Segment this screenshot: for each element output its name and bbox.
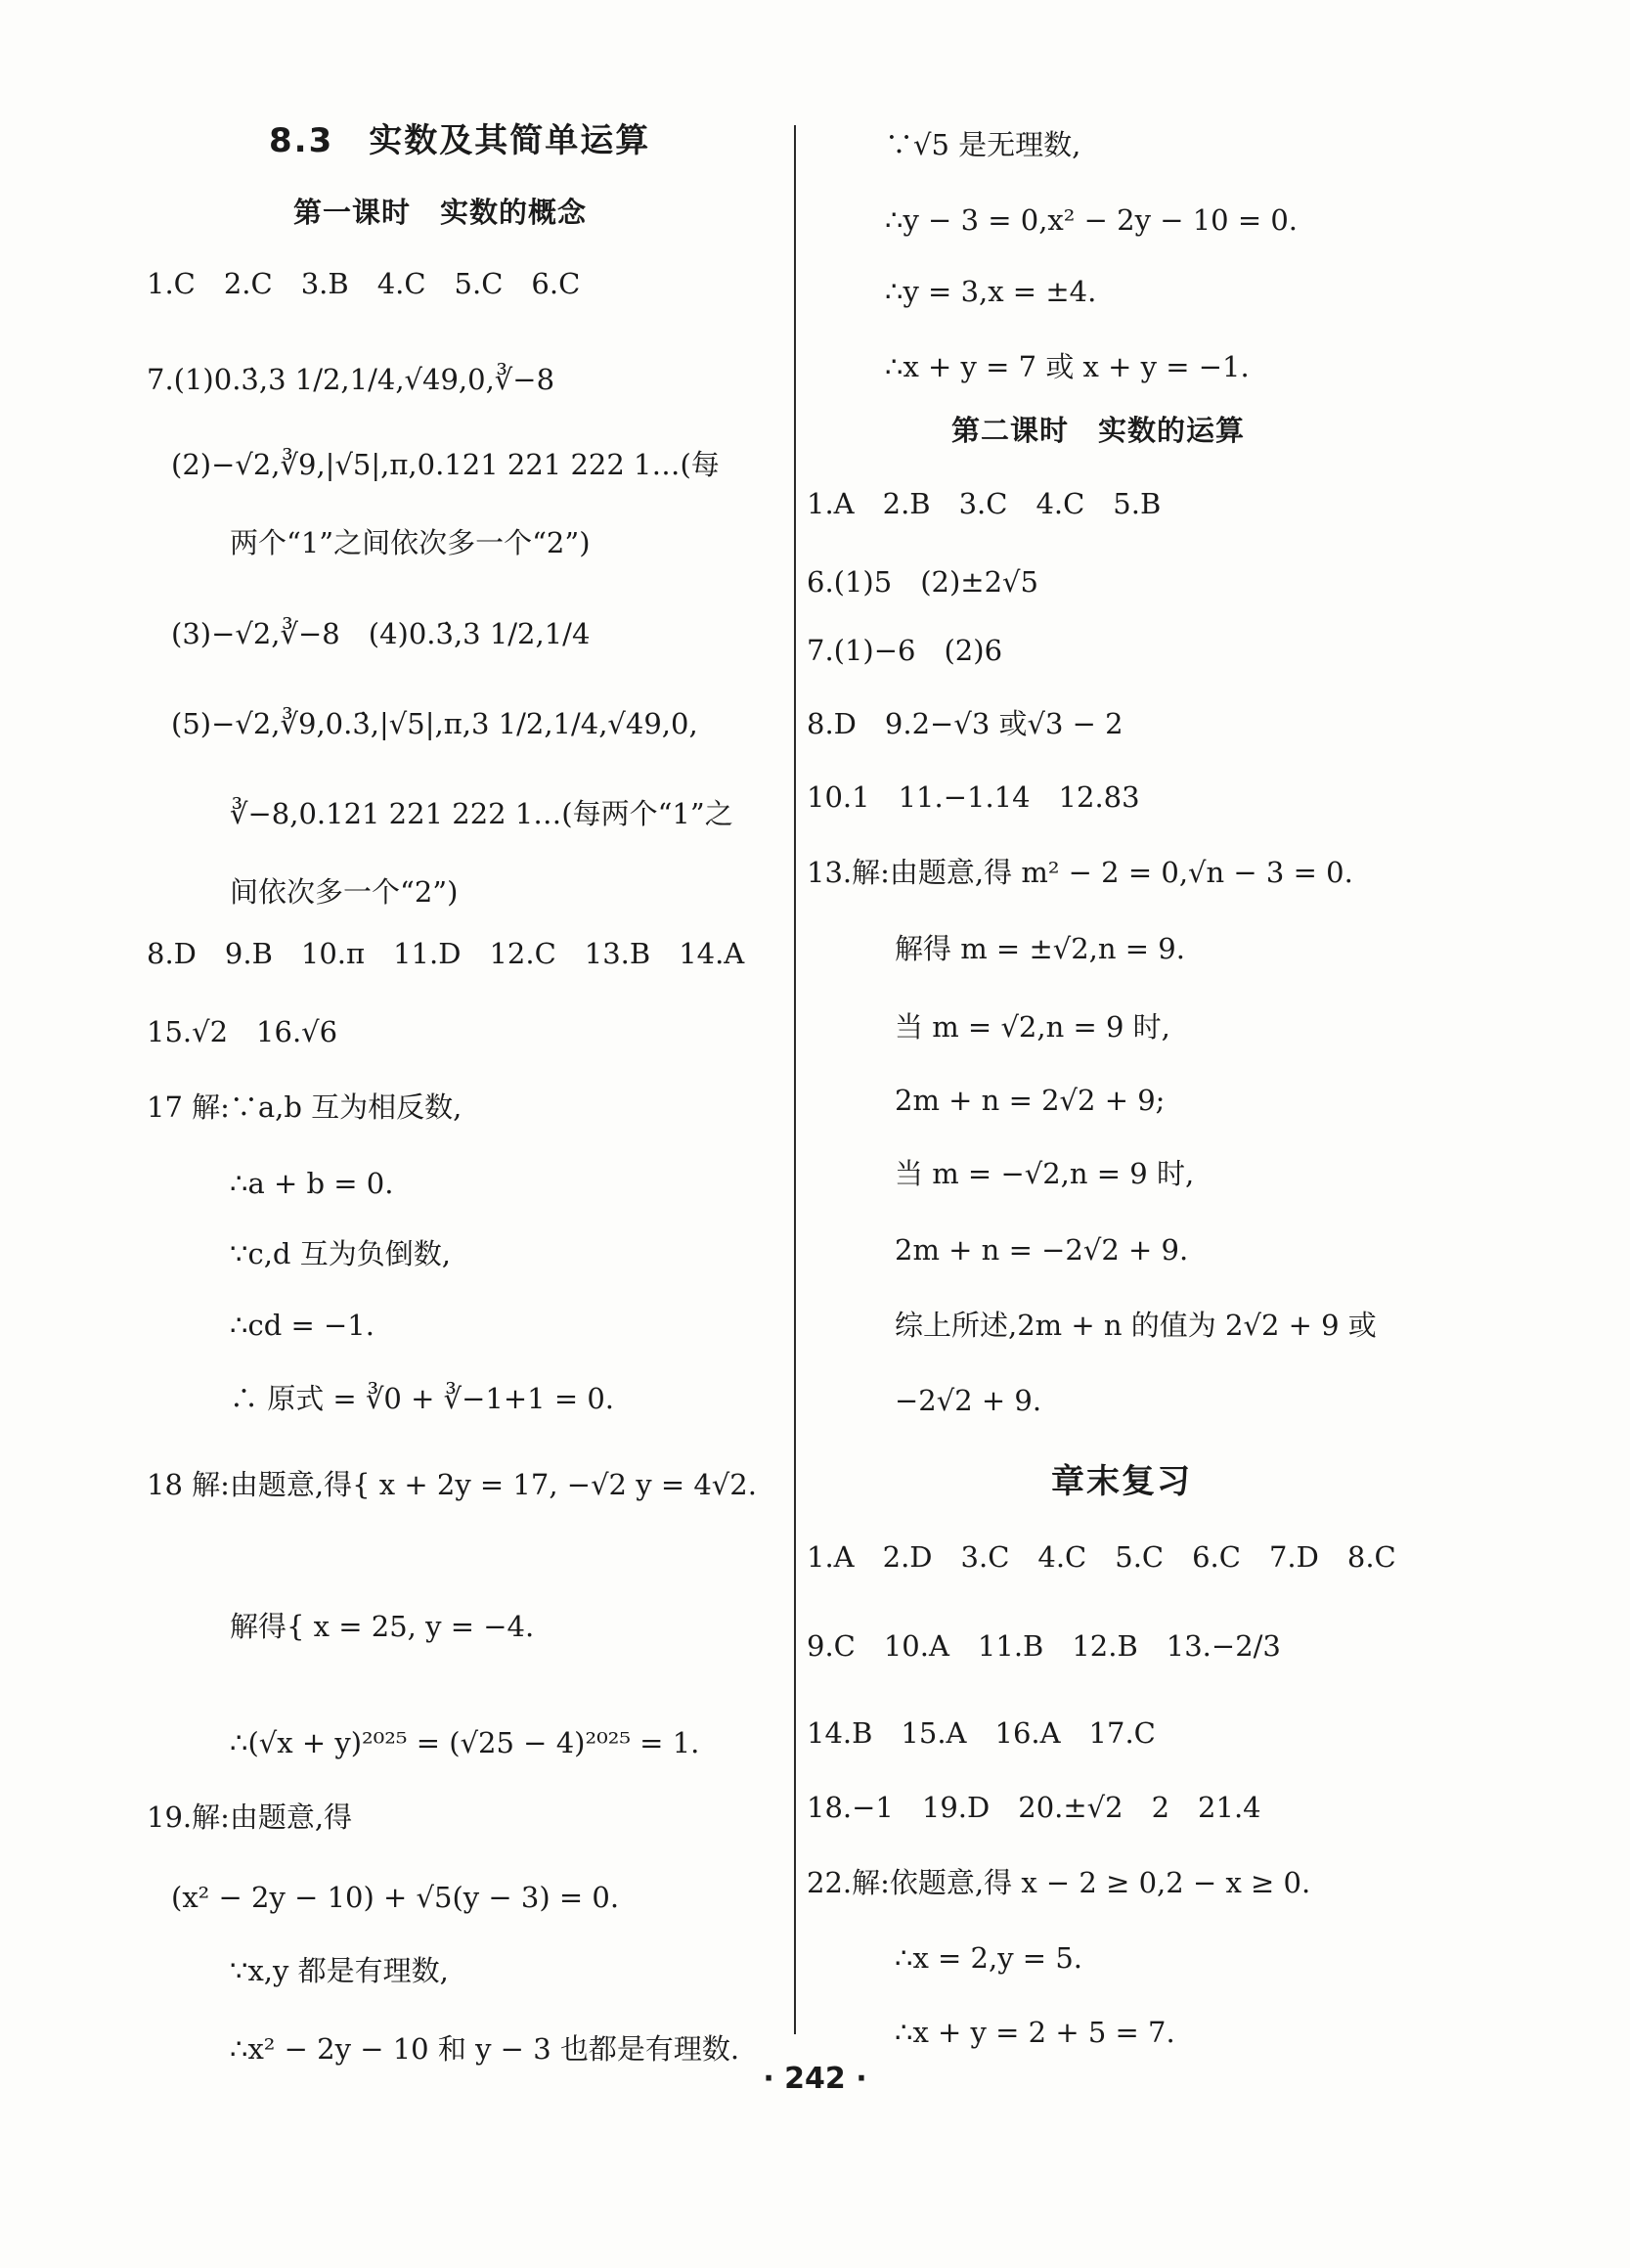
answer-line: 2m + n = 2√2 + 9; (895, 1084, 1166, 1117)
answer-line: ∴cd = −1. (230, 1309, 374, 1342)
answer-line: (x² − 2y − 10) + √5(y − 3) = 0. (171, 1881, 620, 1914)
answer-line: 18.−1 19.D 20.±√2 2 21.4 (807, 1791, 1261, 1824)
answer-line: (3)−√2,∛−8 (4)0.3̇,3 1/2,1/4 (171, 617, 591, 650)
answer-line: 2m + n = −2√2 + 9. (895, 1233, 1189, 1267)
answer-line: 7.(1)0.3̇,3 1/2,1/4,√49,0,∛−8 (147, 363, 555, 396)
answer-line: 14.B 15.A 16.A 17.C (807, 1716, 1156, 1750)
answer-line: ∴x² − 2y − 10 和 y − 3 也都是有理数. (230, 2032, 740, 2066)
answer-line: 解得 m = ±√2,n = 9. (895, 932, 1185, 965)
answer-line: ∴y − 3 = 0,x² − 2y − 10 = 0. (885, 203, 1299, 237)
answer-line: ∴ 原式 = ∛0 + ∛−1+1 = 0. (230, 1382, 615, 1415)
column-divider (794, 125, 796, 2034)
answer-line: 18 解:由题意,得{ x + 2y = 17, −√2 y = 4√2. (147, 1468, 757, 1501)
answer-line: ∛−8,0.121 221 222 1…(每两个“1”之 (230, 797, 733, 830)
answer-line: ∴(√x + y)²⁰²⁵ = (√25 − 4)²⁰²⁵ = 1. (230, 1726, 700, 1759)
answer-line: 综上所述,2m + n 的值为 2√2 + 9 或 (895, 1309, 1377, 1342)
answer-line: 9.C 10.A 11.B 12.B 13.−2/3 (807, 1629, 1281, 1663)
answer-line: ∵√5 是无理数, (885, 128, 1081, 161)
answer-line: ∴y = 3,x = ±4. (885, 275, 1097, 308)
answer-line: 10.1 11.−1.14 12.83 (807, 780, 1140, 814)
answer-line: 8.D 9.2−√3 或√3 − 2 (807, 707, 1123, 740)
answer-line: 两个“1”之间依次多一个“2”) (230, 526, 591, 559)
answer-line: 间依次多一个“2”) (230, 875, 459, 909)
answer-line: 1.C 2.C 3.B 4.C 5.C 6.C (147, 267, 581, 300)
answer-line: −2√2 + 9. (895, 1384, 1042, 1417)
answer-line: ∴x + y = 7 或 x + y = −1. (885, 350, 1250, 383)
answer-line: 当 m = −√2,n = 9 时, (895, 1157, 1195, 1190)
answer-line: 17 解:∵a,b 互为相反数, (147, 1090, 463, 1124)
review-title: 章末复习 (1051, 1462, 1192, 1501)
answer-line: 22.解:依题意,得 x − 2 ≥ 0,2 − x ≥ 0. (807, 1866, 1311, 1899)
answer-line: 13.解:由题意,得 m² − 2 = 0,√n − 3 = 0. (807, 856, 1353, 889)
lesson1-title: 第一课时 实数的概念 (293, 196, 588, 229)
answer-line: (5)−√2,∛9,0.3̇,|√5|,π,3 1/2,1/4,√49,0, (171, 707, 698, 740)
answer-line: 1.A 2.B 3.C 4.C 5.B (807, 487, 1162, 520)
answer-line: ∴x + y = 2 + 5 = 7. (895, 2016, 1175, 2049)
answer-line: ∵x,y 都是有理数, (230, 1954, 449, 1987)
answer-line: 6.(1)5 (2)±2√5 (807, 565, 1038, 599)
answer-line: 15.√2 16.√6 (147, 1015, 338, 1048)
answer-line: ∴a + b = 0. (230, 1167, 394, 1200)
answer-line: 8.D 9.B 10.π 11.D 12.C 13.B 14.A (147, 937, 745, 970)
answer-line: 7.(1)−6 (2)6 (807, 634, 1003, 667)
lesson2-title: 第二课时 实数的运算 (951, 414, 1246, 447)
answer-line: ∵c,d 互为负倒数, (230, 1237, 451, 1270)
answer-line: 19.解:由题意,得 (147, 1801, 353, 1834)
answer-line: 解得{ x = 25, y = −4. (230, 1610, 535, 1643)
answer-line: ∴x = 2,y = 5. (895, 1941, 1082, 1975)
section-title: 8.3 实数及其简单运算 (269, 121, 651, 160)
answer-line: (2)−√2,∛9,|√5|,π,0.121 221 222 1…(每 (171, 448, 720, 481)
page-number: · 242 · (763, 2062, 867, 2096)
answer-line: 当 m = √2,n = 9 时, (895, 1010, 1170, 1044)
answer-line: 1.A 2.D 3.C 4.C 5.C 6.C 7.D 8.C (807, 1540, 1396, 1574)
